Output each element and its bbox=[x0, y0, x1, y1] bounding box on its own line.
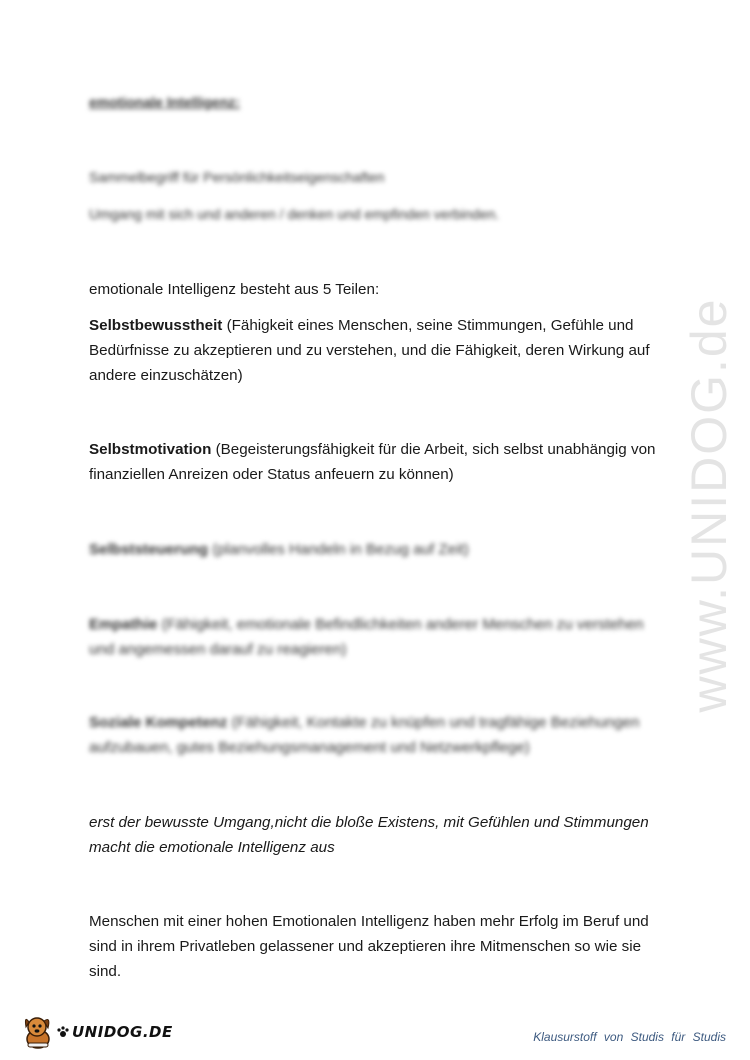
intro-paragraph: emotionale Intelligenz besteht aus 5 Teilen: bbox=[89, 281, 380, 298]
part-soziale-kompetenz bbox=[89, 710, 664, 760]
watermark-text: www.UNIDOG.de bbox=[681, 297, 737, 713]
part-term: Selbststeuerung bbox=[89, 541, 208, 558]
closing-paragraph: Menschen mit einer hohen Emotionalen Intelligenz haben mehr Erfolg im Beruf und sind in ihrem Privatleben gelassener und akzeptieren ihre Mitmenschen so wie sie sind. bbox=[89, 913, 649, 980]
part-description: (Fähigkeit eines Menschen, seine Stimmungen, Gefühle und Bedürfnisse zu akzeptieren und zu verstehen, und die Fähigkeit, deren Wirkung auf andere einzuschätzen) bbox=[89, 317, 650, 384]
paw-icon bbox=[56, 1025, 70, 1039]
part-term: Selbstmotivation bbox=[89, 441, 212, 458]
part-description: (Fähigkeit, Kontakte zu knüpfen und tragfähige Beziehungen aufzubauen, gutes Beziehungsmanagement und Netzwerkpflege) bbox=[89, 714, 640, 756]
part-empathie bbox=[89, 612, 664, 662]
part-term: Soziale Kompetenz bbox=[89, 714, 228, 731]
dog-mascot-icon bbox=[20, 1013, 56, 1051]
italic-note: erst der bewusste Umgang,nicht die bloße Existens, mit Gefühlen und Stimmungen macht die emotionale Intelligenz aus bbox=[89, 814, 649, 856]
definition-line-2: Umgang mit sich und anderen / denken und empfinden verbinden. bbox=[89, 206, 500, 222]
footer-tagline: Klausurstoff von Studis für Studis bbox=[533, 1030, 726, 1044]
footer-logo bbox=[20, 1012, 173, 1052]
logo-text: UNIDOG.DE bbox=[72, 1023, 173, 1041]
part-term: Selbstbewusstheit bbox=[89, 317, 223, 334]
part-selbstbewusstheit bbox=[89, 313, 664, 388]
part-selbstmotivation bbox=[89, 437, 664, 487]
definition-line-1: Sammelbegriff für Persönlichkeitseigenschaften bbox=[89, 169, 385, 185]
part-description: (Begeisterungsfähigkeit für die Arbeit, sich selbst unabhängig von finanziellen Anreizen oder Status anfeuern zu können) bbox=[89, 441, 656, 483]
part-term: Empathie bbox=[89, 616, 158, 633]
part-description: (planvolles Handeln in Bezug auf Zeit) bbox=[208, 541, 469, 558]
document-heading: emotionale Intelligenz: bbox=[89, 94, 240, 110]
part-selbststeuerung bbox=[89, 537, 664, 562]
part-description: (Fähigkeit, emotionale Befindlichkeiten anderer Menschen zu verstehen und angemessen darauf zu reagieren) bbox=[89, 616, 644, 658]
